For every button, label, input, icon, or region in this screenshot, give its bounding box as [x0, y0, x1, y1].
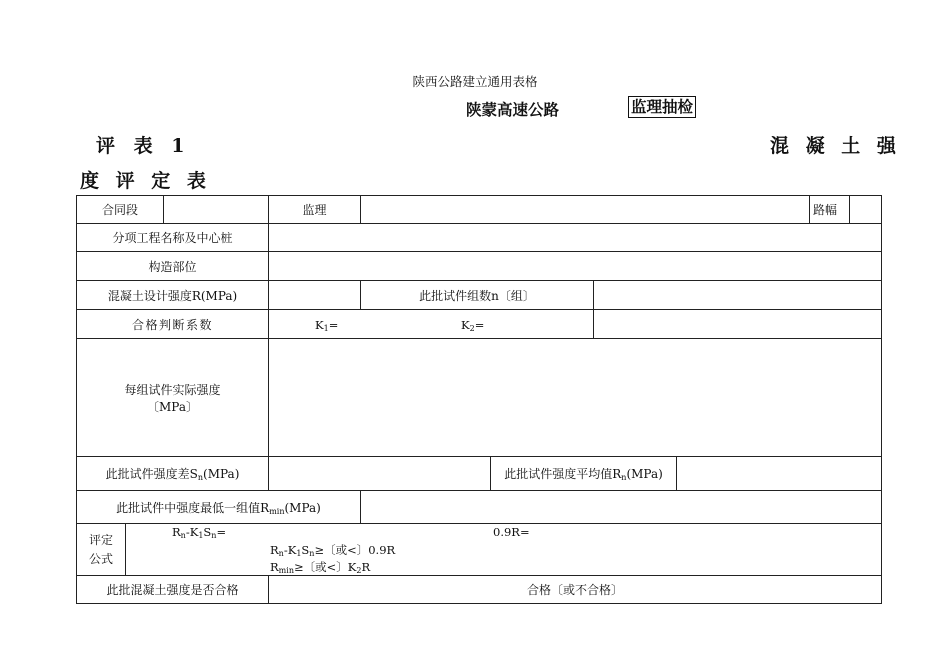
supervisor-label: 监理 [269, 196, 361, 224]
formula-1: $R_n-K_1S_n=$ [172, 525, 227, 540]
group-count-value[interactable] [594, 281, 882, 310]
project-name-label: 分项工程名称及中心桩 [77, 224, 269, 252]
structure-value[interactable] [269, 252, 882, 281]
mean-value[interactable] [677, 457, 882, 491]
design-strength-label: 混凝土设计强度R(MPa) [77, 281, 269, 310]
actual-strength-value[interactable] [269, 339, 882, 457]
formula-2: 0.9R= [493, 525, 530, 539]
formula-label-line2: 公式 [88, 551, 113, 566]
table-row [77, 576, 882, 604]
structure-label: 构造部位 [77, 252, 269, 281]
contract-label: 合同段 [77, 196, 164, 224]
design-strength-value[interactable] [269, 281, 361, 310]
road-width-label: 路幅 [810, 196, 850, 223]
k1-field: $K_1=$ [315, 318, 339, 333]
formula-label-line1: 评定 [88, 532, 113, 547]
k2-field: $K_2=$ [461, 318, 485, 333]
actual-strength-label [77, 339, 269, 457]
contract-value[interactable] [164, 196, 269, 224]
project-name: 陕蒙高速公路 [466, 101, 560, 119]
group-count-label: 此批试件组数n〔组〕 [361, 281, 594, 310]
std-dev-value[interactable] [269, 457, 491, 491]
formula-label [77, 524, 126, 576]
formula-4: $R_{min}\ge$〔或<〕$K_2R$ [270, 560, 371, 575]
table-row [77, 224, 882, 252]
pass-value[interactable]: 合格〔或不合格〕 [269, 576, 882, 604]
actual-strength-unit: 〔MPa〕 [147, 399, 198, 414]
mean-label: 此批试件强度平均值$R_n(MPa)$ [491, 457, 677, 491]
coefficient-extra[interactable] [594, 310, 882, 339]
concrete-strength-evaluation-table [76, 195, 882, 604]
formula-3: $R_n-K_1S_n\ge$〔或<〕0.9R [270, 543, 396, 558]
supervisor-value[interactable] [361, 196, 810, 224]
min-value[interactable] [361, 491, 882, 524]
table-row [77, 281, 882, 310]
form-title-part2: 度 评 定 表 [80, 170, 211, 192]
form-number: 评 表 1 [96, 135, 191, 157]
formula-area [126, 524, 882, 576]
table-row [77, 196, 882, 224]
table-row [77, 457, 882, 491]
form-series-note: 陕西公路建立通用表格 [412, 74, 538, 89]
form-title-part1: 混 凝 土 强 [770, 135, 901, 157]
std-dev-label: 此批试件强度差$S_n(MPa)$ [77, 457, 269, 491]
coefficient-values[interactable] [269, 310, 594, 339]
inspection-type-badge: 监理抽检 [628, 96, 696, 118]
min-value-label: 此批试件中强度最低一组值$R_{min}(MPa)$ [77, 491, 361, 524]
actual-strength-label-text: 每组试件实际强度 [124, 382, 221, 397]
table-row [77, 339, 882, 457]
table-row [77, 252, 882, 281]
project-name-value[interactable] [269, 224, 882, 252]
pass-label: 此批混凝土强度是否合格 [77, 576, 269, 604]
coefficient-label: 合格判断系数 [77, 310, 269, 339]
table-row [77, 310, 882, 339]
road-width-value[interactable] [850, 196, 882, 223]
table-row [77, 524, 882, 576]
table-row [77, 491, 882, 524]
